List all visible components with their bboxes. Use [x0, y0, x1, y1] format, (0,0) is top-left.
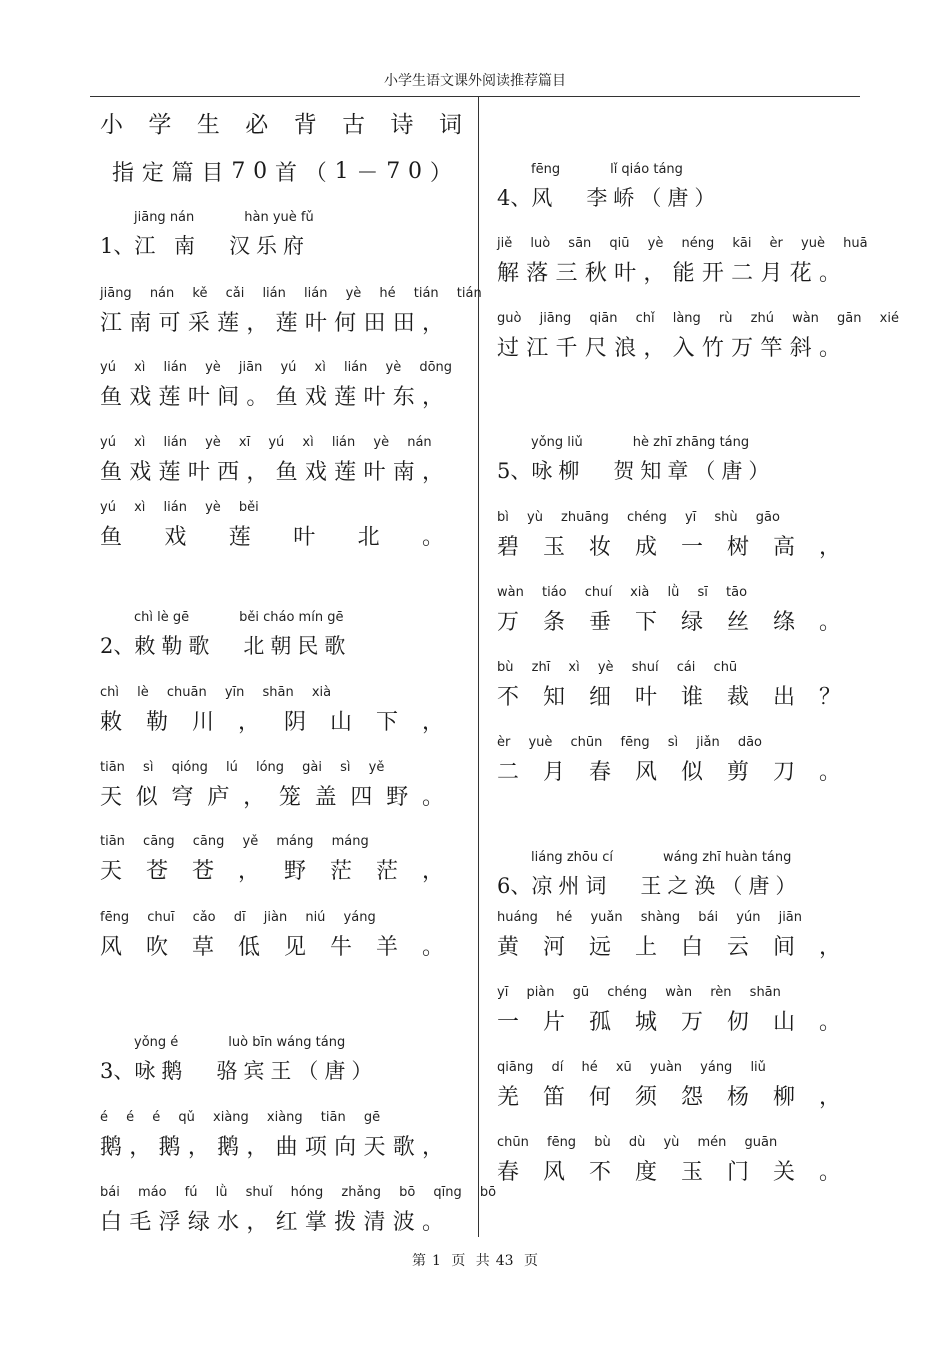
verse-line: 二月春风似剪刀。: [497, 760, 865, 785]
title-pinyin: chì lè gē: [134, 610, 190, 625]
main-title-char: （: [304, 161, 327, 186]
poem-title-pinyin: [134, 210, 314, 225]
verse-line: 白毛浮绿水，红掌拨清波。: [100, 1210, 452, 1235]
verse-pinyin: guò jiāng qiān chǐ làng rù zhú wàn gān xié: [497, 311, 899, 326]
poem-title-pinyin: [531, 850, 791, 865]
author-pinyin: lǐ qiáo táng: [610, 162, 683, 177]
poem-title: [100, 1055, 378, 1085]
main-title-char: 指: [112, 161, 135, 186]
main-title-char: 首: [274, 161, 297, 186]
poem-title: [497, 182, 721, 212]
main-title-char: 古: [342, 112, 366, 138]
verse-pinyin: é é é qǔ xiàng xiàng tiān gē: [100, 1110, 381, 1125]
poem-author: 贺知章（唐）: [613, 459, 776, 483]
header-rule: [90, 96, 860, 97]
poem-number: 2、: [100, 634, 135, 658]
footer-total-number: 43: [495, 1253, 514, 1269]
main-title-char: 7: [231, 159, 246, 184]
poem-author: 骆宾王（唐）: [216, 1059, 379, 1083]
verse-pinyin: jiě luò sān qiū yè néng kāi èr yuè huā: [497, 236, 868, 251]
verse-line: 鹅，鹅，鹅，曲项向天歌，: [100, 1135, 452, 1160]
main-title-char: 小: [100, 112, 123, 138]
verse-line: 春风不度玉门关。: [497, 1160, 865, 1185]
author-pinyin: hàn yuè fǔ: [244, 210, 314, 225]
main-title-char: 诗: [390, 112, 414, 138]
verse-line: 江南可采莲，莲叶何田田，: [100, 311, 452, 336]
poem-title: [497, 870, 802, 900]
verse-line: 羌笛何须怨杨柳，: [497, 1085, 865, 1110]
poem-title-pinyin: [531, 435, 749, 450]
poem-number: 3、: [100, 1059, 135, 1083]
verse-pinyin: tiān sì qióng lú lóng gài sì yě: [100, 760, 385, 775]
main-title-char: 0: [408, 159, 423, 184]
verse-pinyin: tiān cāng cāng yě máng máng: [100, 834, 369, 849]
poem-number: 6、: [497, 874, 532, 898]
verse-line: 过江千尺浪，入竹万竿斜。: [497, 336, 849, 361]
title-pinyin: yǒng é: [134, 1035, 179, 1050]
page-footer: [0, 1250, 950, 1270]
author-pinyin: wáng zhī huàn táng: [662, 850, 792, 865]
main-title-char: 学: [148, 112, 172, 138]
author-pinyin: luò bīn wáng táng: [228, 1035, 346, 1050]
verse-line: 鱼戏莲叶间。鱼戏莲叶东，: [100, 385, 452, 410]
verse-line: 鱼戏莲叶西，鱼戏莲叶南，: [100, 460, 452, 485]
poem-title: 咏柳: [531, 459, 586, 483]
verse-pinyin: yú xì lián yè xī yú xì lián yè nán: [100, 435, 432, 450]
verse-pinyin: yī piàn gū chéng wàn rèn shān: [497, 985, 781, 1000]
verse-pinyin: jiāng nán kě cǎi lián lián yè hé tián tián: [100, 286, 482, 301]
footer-total-label: 共: [475, 1253, 490, 1269]
main-title-char: 必: [245, 112, 269, 138]
main-title-char: 背: [293, 112, 317, 138]
verse-line: 天似穹庐，笼盖四野。: [100, 785, 458, 810]
verse-line: 鱼戏莲叶北。: [100, 525, 487, 550]
poem-title: [100, 230, 310, 260]
poem-title-pinyin: [134, 610, 343, 625]
verse-line: 天苍苍，野茫茫，: [100, 859, 468, 884]
poem-title: 风: [531, 186, 559, 210]
poem-title: [497, 455, 775, 485]
verse-pinyin: èr yuè chūn fēng sì jiǎn dāo: [497, 735, 762, 750]
verse-pinyin: chì lè chuān yīn shān xià: [100, 685, 332, 700]
poem-title: [100, 630, 351, 660]
main-title-char: －: [356, 161, 379, 186]
poem-number: 4、: [497, 186, 532, 210]
main-title-char: ）: [429, 161, 452, 186]
poem-number: 5、: [497, 459, 532, 483]
footer-total-word: 页: [524, 1253, 539, 1269]
verse-line: 不知细叶谁裁出？: [497, 685, 865, 710]
poem-author: 王之涣（唐）: [640, 874, 803, 898]
poem-title: 凉州词: [531, 874, 613, 898]
verse-pinyin: bái máo fú lǜ shuǐ hóng zhǎng bō qīng bō: [100, 1185, 497, 1200]
title-pinyin: liáng zhōu cí: [531, 850, 613, 865]
main-title-char: 1: [334, 159, 349, 184]
main-title-line1: [100, 106, 462, 139]
verse-line: 万条垂下绿丝绦。: [497, 610, 865, 635]
poem-number: 1、: [100, 234, 135, 258]
poem-title-pinyin: [134, 1035, 345, 1050]
poem-author: 北朝民歌: [243, 634, 352, 658]
main-title-char: 定: [141, 161, 164, 186]
verse-pinyin: bì yù zhuāng chéng yī shù gāo: [497, 510, 780, 525]
verse-line: 敕勒川，阴山下，: [100, 710, 468, 735]
verse-line: 解落三秋叶，能开二月花。: [497, 261, 849, 286]
author-pinyin: hè zhī zhāng táng: [632, 435, 750, 450]
title-pinyin: jiāng nán: [134, 210, 195, 225]
poem-author: 汉乐府: [229, 234, 311, 258]
main-title-char: 词: [438, 112, 462, 138]
author-pinyin: běi cháo mín gē: [239, 610, 344, 625]
footer-page-word: 页: [451, 1253, 466, 1269]
main-title-char: 7: [386, 159, 401, 184]
main-title-char: 篇: [171, 161, 194, 186]
verse-pinyin: yú xì lián yè jiān yú xì lián yè dōng: [100, 360, 453, 375]
main-title-line2: [112, 156, 452, 187]
verse-pinyin: chūn fēng bù dù yù mén guān: [497, 1135, 778, 1150]
footer-page-label: 第: [411, 1253, 426, 1269]
main-title-char: 目: [201, 161, 224, 186]
verse-line: 碧玉妆成一树高，: [497, 535, 865, 560]
main-title-char: 0: [253, 159, 268, 184]
verse-line: 一片孤城万仞山。: [497, 1010, 865, 1035]
verse-pinyin: fēng chuī cǎo dī jiàn niú yáng: [100, 910, 376, 925]
verse-line: 风吹草低见牛羊。: [100, 935, 468, 960]
poem-title: 江 南: [134, 234, 202, 258]
main-title-char: 生: [196, 112, 220, 138]
column-divider: [478, 97, 479, 1237]
poem-author: 李峤（唐）: [586, 186, 722, 210]
verse-pinyin: huáng hé yuǎn shàng bái yún jiān: [497, 910, 803, 925]
poem-title-pinyin: [531, 162, 683, 177]
title-pinyin: yǒng liǔ: [531, 435, 583, 450]
verse-pinyin: qiāng dí hé xū yuàn yáng liǔ: [497, 1060, 766, 1075]
verse-line: 黄河远上白云间，: [497, 935, 865, 960]
poem-title: 敕勒歌: [134, 634, 216, 658]
verse-pinyin: bù zhī xì yè shuí cái chū: [497, 660, 738, 675]
footer-page-number: 1: [431, 1253, 441, 1269]
verse-pinyin: wàn tiáo chuí xià lǜ sī tāo: [497, 585, 748, 600]
title-pinyin: fēng: [531, 162, 561, 177]
page-header: 小学生语文课外阅读推荐篇目: [384, 73, 566, 89]
poem-title: 咏鹅: [134, 1059, 189, 1083]
verse-pinyin: yú xì lián yè běi: [100, 500, 259, 515]
